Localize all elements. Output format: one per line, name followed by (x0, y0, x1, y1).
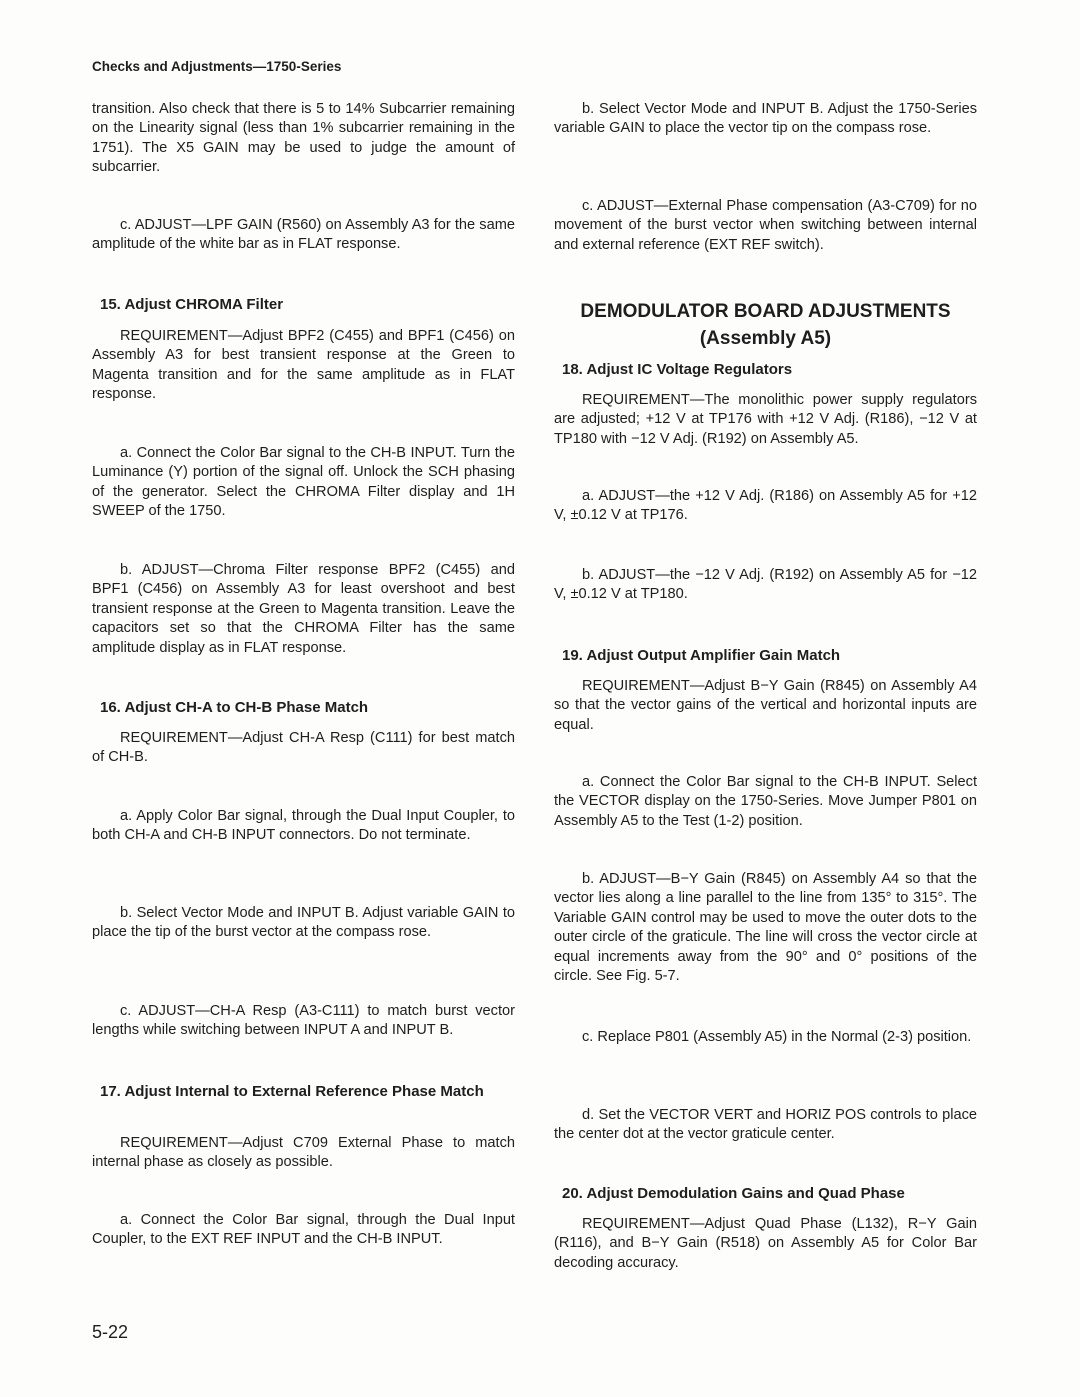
heading-16: 16. Adjust CH-A to CH-B Phase Match (100, 699, 369, 716)
step-19a: a. Connect the Color Bar signal to the CH-B INPUT. Select the VECTOR display on the 1750-Series. Move Jumper P801 on Assembly A5 to the Test (1-2) position. (554, 774, 977, 829)
step-18b: b. ADJUST—the −12 V Adj. (R192) on Assembly A5 for −12 V, ±0.12 V at TP180. (554, 567, 977, 603)
heading-20: 20. Adjust Demodulation Gains and Quad Phase (562, 1185, 905, 1202)
step-19c: c. Replace P801 (Assembly A5) in the Normal (2-3) position. (582, 1029, 972, 1045)
requirement-20: REQUIREMENT—Adjust Quad Phase (L132), R−Y Gain (R116), and B−Y Gain (R518) on Assembly A5 for Color Bar decoding accuracy. (554, 1216, 977, 1271)
section-title: DEMODULATOR BOARD ADJUSTMENTS (580, 301, 951, 322)
step-16b: b. Select Vector Mode and INPUT B. Adjust variable GAIN to place the tip of the burst vector at the compass rose. (92, 905, 515, 941)
step-19d: d. Set the VECTOR VERT and HORIZ POS controls to place the center dot at the vector graticule center. (554, 1107, 977, 1143)
step-17a: a. Connect the Color Bar signal, through the Dual Input Coupler, to the EXT REF INPUT and the CH-B INPUT. (92, 1212, 515, 1248)
requirement-19: REQUIREMENT—Adjust B−Y Gain (R845) on Assembly A4 so that the vector gains of the vertical and horizontal inputs are equal. (554, 678, 977, 733)
paragraph: c. ADJUST—LPF GAIN (R560) on Assembly A3 for the same amplitude of the white bar as in FLAT response. (92, 217, 515, 253)
requirement-18: REQUIREMENT—The monolithic power supply regulators are adjusted; +12 V at TP176 with +12 V Adj. (R186), −12 V at TP180 with −12 V Adj. (R192) on Assembly A5. (554, 392, 977, 447)
step-15a: a. Connect the Color Bar signal to the CH-B INPUT. Turn the Luminance (Y) portion of the signal off. Unlock the SCH phasing of the generator. Select the CHROMA Filter display and 1H SWEEP of the 1750. (92, 445, 515, 520)
heading-19: 19. Adjust Output Amplifier Gain Match (562, 647, 841, 664)
heading-15: 15. Adjust CHROMA Filter (100, 296, 284, 313)
step-16a: a. Apply Color Bar signal, through the Dual Input Coupler, to both CH-A and CH-B INPUT connectors. Do not terminate. (92, 808, 515, 844)
requirement-16: REQUIREMENT—Adjust CH-A Resp (C111) for best match of CH-B. (92, 730, 515, 766)
heading-18: 18. Adjust IC Voltage Regulators (562, 361, 793, 378)
running-header: Checks and Adjustments—1750-Series (92, 59, 342, 74)
step-16c: c. ADJUST—CH-A Resp (A3-C111) to match burst vector lengths while switching between INPUT A and INPUT B. (92, 1003, 515, 1039)
step-18a: a. ADJUST—the +12 V Adj. (R186) on Assembly A5 for +12 V, ±0.12 V at TP176. (554, 488, 977, 524)
paragraph: transition. Also check that there is 5 to 14% Subcarrier remaining on the Linearity signal (less than 1% subcarrier remaining in the 1751). The X5 GAIN may be used to judge the amount of subcarrier. (92, 101, 515, 176)
step-17b: b. Select Vector Mode and INPUT B. Adjust the 1750-Series variable GAIN to place the vector tip on the compass rose. (554, 101, 977, 137)
requirement-15: REQUIREMENT—Adjust BPF2 (C455) and BPF1 (C456) on Assembly A3 for best transient response at the Green to Magenta transition and for the same amplitude as in FLAT response. (92, 328, 515, 403)
step-19b: b. ADJUST—B−Y Gain (R845) on Assembly A4 so that the vector lies along a line parallel to the line from 135° to 315°. The Variable GAIN control may be used to move the outer dots to the outer circle of the graticule. The line will cross the vector circle at equal increments away from the 90° and 0° positions of the circle. See Fig. 5-7. (554, 871, 977, 985)
page-number: 5-22 (92, 1322, 129, 1342)
requirement-17: REQUIREMENT—Adjust C709 External Phase to match internal phase as closely as possible. (92, 1135, 515, 1171)
step-17c: c. ADJUST—External Phase compensation (A3-C709) for no movement of the burst vector when switching between internal and external reference (EXT REF switch). (554, 198, 977, 253)
section-subtitle: (Assembly A5) (699, 328, 832, 349)
step-15b: b. ADJUST—Chroma Filter response BPF2 (C455) and BPF1 (C456) on Assembly A3 for least overshoot and best transient response at the Green to Magenta transition. Leave the capacitors set so that the CHROMA Filter has the same amplitude display as in FLAT response. (92, 562, 515, 656)
heading-17: 17. Adjust Internal to External Reference Phase Match (100, 1083, 484, 1100)
